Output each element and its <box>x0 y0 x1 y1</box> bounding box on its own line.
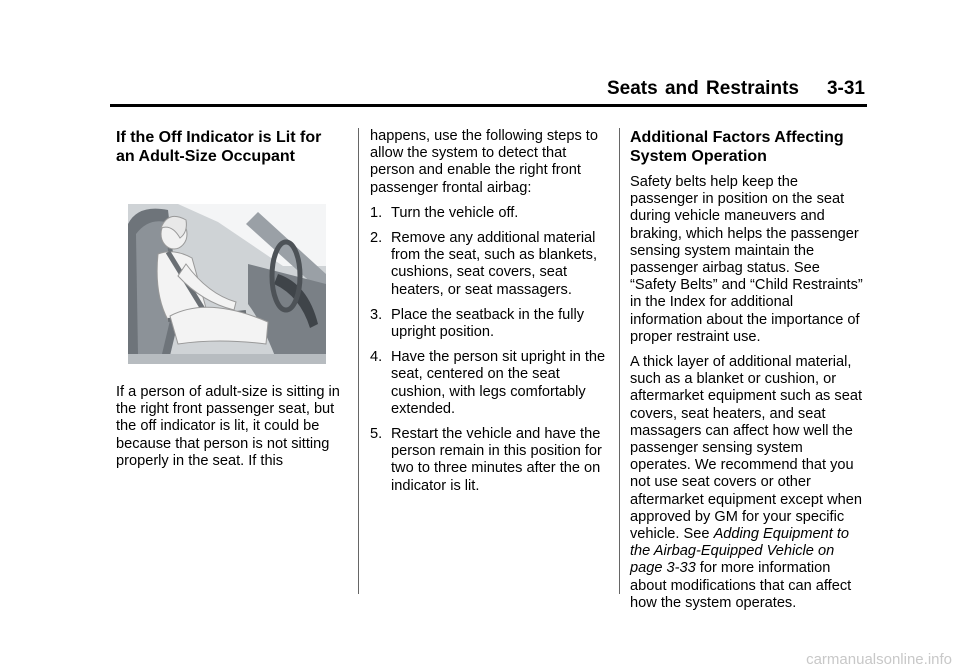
watermark: carmanualsonline.info <box>806 651 952 668</box>
paragraph-text-end: for more information about modifications that can affect how the system operates. <box>630 560 852 611</box>
header-title <box>607 78 865 100</box>
list-item <box>370 205 606 222</box>
paragraph-thick-layer <box>630 354 866 612</box>
step-number: 3. <box>370 306 383 323</box>
page-header <box>110 78 865 104</box>
section-title: Seats and Restraints <box>607 78 799 99</box>
paragraph-adult-size: If a person of adult-size is sitting in the right front passenger seat, but the off indicator is lit, it could be because that person is not sitting properly in the seat. If this <box>116 384 340 469</box>
column-divider-2 <box>619 128 620 594</box>
page-number: 3-31 <box>826 78 865 99</box>
step-number: 4. <box>370 349 383 366</box>
column-3 <box>630 128 866 620</box>
paragraph-steps-intro: happens, use the following steps to allow the system to detect that person and enable the right front passenger frontal airbag: <box>370 128 598 196</box>
step-text: Remove any additional material from the seat, such as blankets, cushions, seat covers, seat heaters, or seat massagers. <box>391 230 598 298</box>
steps-list <box>370 205 606 495</box>
paragraph-safety-belts: Safety belts help keep the passenger in position on the seat during vehicle maneuvers and braking, which helps the passenger sensing system maintain the passenger airbag status. See “Safety Belts” and “Child Restraints” in the Index for additional information about the importance of proper restraint use. <box>630 174 863 345</box>
seated-adult-passenger-illustration <box>128 204 326 364</box>
step-text: Turn the vehicle off. <box>391 204 519 221</box>
column-1 <box>116 128 344 478</box>
step-number: 5. <box>370 426 383 443</box>
list-item <box>370 230 606 299</box>
column-divider-1 <box>358 128 359 594</box>
step-text: Have the person sit upright in the seat, centered on the seat cushion, with legs comfortably extended. <box>391 349 606 417</box>
step-text: Place the seatback in the fully upright position. <box>391 306 585 341</box>
section-heading-adult-size: If the Off Indicator is Lit for an Adult-Size Occupant <box>116 129 322 165</box>
list-item <box>370 349 606 418</box>
step-number: 2. <box>370 230 383 247</box>
column-2 <box>370 128 606 503</box>
step-number: 1. <box>370 204 383 221</box>
section-heading-additional-factors: Additional Factors Affecting System Operation <box>630 129 844 165</box>
step-text: Restart the vehicle and have the person remain in this position for two to three minutes after the on indicator is lit. <box>391 426 602 494</box>
header-rule <box>110 104 867 107</box>
list-item <box>370 307 606 341</box>
list-item <box>370 426 606 495</box>
paragraph-text: A thick layer of additional material, such as a blanket or cushion, or aftermarket equipment such as seat covers, seat heaters, and seat massagers can affect how well the passenger sensing system operates. We recommend that you not use seat covers or other aftermarket equipment except when approved by GM for your specific vehicle. See <box>630 354 863 543</box>
cross-reference-link[interactable]: Adding Equipment to the Airbag-Equipped Vehicle on page 3-33 <box>630 526 850 577</box>
